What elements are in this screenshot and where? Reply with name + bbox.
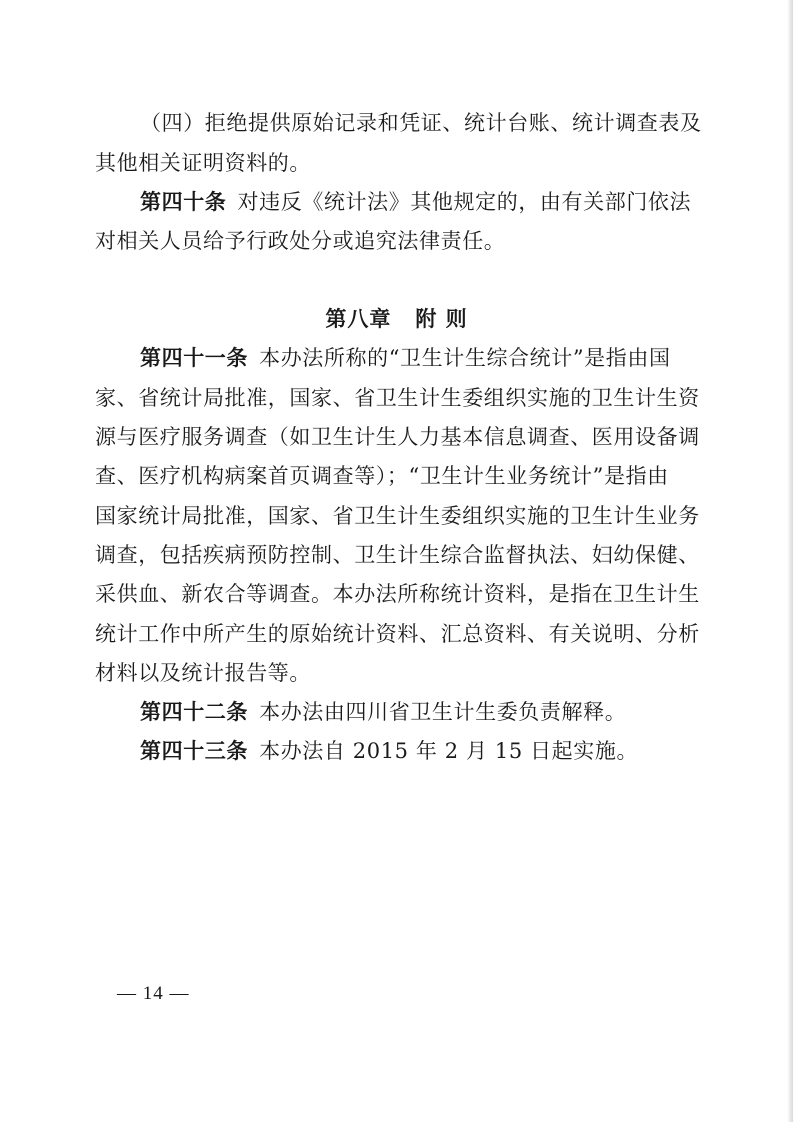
line-text: 对相关人员给予行政处分或追究法律责任。 xyxy=(95,229,506,253)
article-43 xyxy=(140,738,638,764)
line-text: 材料以及统计报告等。 xyxy=(95,661,311,685)
chapter-number: 第八章 xyxy=(325,307,392,331)
page-number: — 14 — xyxy=(117,983,190,1004)
line-text: 对违反《统计法》其他规定的，由有关部门依法 xyxy=(237,190,692,214)
article-label: 第四十二条 xyxy=(140,700,248,724)
paragraph-line xyxy=(95,150,311,176)
paragraph-line xyxy=(95,503,700,529)
line-text: 家、省统计局批准，国家、省卫生计生委组织实施的卫生计生资 xyxy=(95,386,700,410)
article-label: 第四十三条 xyxy=(140,739,248,763)
article-40 xyxy=(140,189,691,215)
paragraph-line xyxy=(95,424,700,450)
line-text: 本办法由四川省卫生计生委负责解释。 xyxy=(259,700,627,724)
paragraph-line xyxy=(95,581,700,607)
paragraph-line xyxy=(95,542,700,568)
line-text: 查、医疗机构病案首页调查等）；“卫生计生业务统计”是指由 xyxy=(95,464,669,488)
line-text: 采供血、新农合等调查。本办法所称统计资料，是指在卫生计生 xyxy=(95,582,700,606)
article-41 xyxy=(140,345,671,371)
line-text: 本办法自 2015 年 2 月 15 日起实施。 xyxy=(259,739,639,763)
line-text: 源与医疗服务调查（如卫生计生人力基本信息调查、医用设备调 xyxy=(95,425,700,449)
article-42 xyxy=(140,699,626,725)
paragraph-line xyxy=(95,385,700,411)
paragraph-line xyxy=(140,110,702,136)
article-label: 第四十条 xyxy=(140,190,227,214)
scan-edge xyxy=(787,0,793,1122)
chapter-heading xyxy=(95,306,698,332)
line-text: 本办法所称的“卫生计生综合统计”是指由国 xyxy=(259,346,671,370)
paragraph-line xyxy=(95,463,669,489)
line-text: 统计工作中所产生的原始统计资料、汇总资料、有关说明、分析 xyxy=(95,622,700,646)
line-text: 国家统计局批准，国家、省卫生计生委组织实施的卫生计生业务 xyxy=(95,504,700,528)
line-text: 调查，包括疾病预防控制、卫生计生综合监督执法、妇幼保健、 xyxy=(95,543,700,567)
chapter-title: 附 则 xyxy=(415,307,468,331)
article-label: 第四十一条 xyxy=(140,346,248,370)
paragraph-line xyxy=(95,660,311,686)
paragraph-line xyxy=(95,228,505,254)
line-text: 其他相关证明资料的。 xyxy=(95,151,311,175)
line-text: （四）拒绝提供原始记录和凭证、统计台账、统计调查表及 xyxy=(140,111,702,135)
paragraph-line xyxy=(95,621,700,647)
